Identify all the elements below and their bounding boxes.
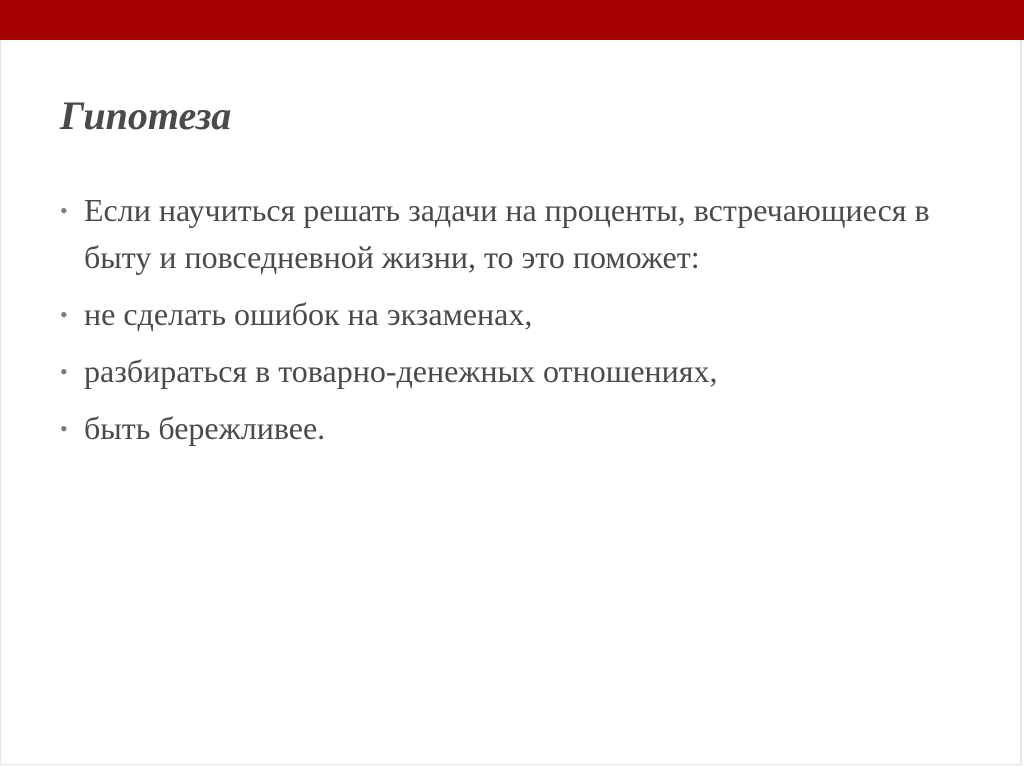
bullet-item — [60, 291, 960, 338]
bullet-item — [60, 348, 960, 395]
top-accent-bar — [0, 0, 1024, 40]
bullet-icon: • — [60, 302, 68, 327]
bullet-item — [60, 187, 960, 281]
bullet-list — [60, 187, 960, 462]
bullet-icon: • — [60, 416, 68, 441]
bullet-icon: • — [60, 359, 68, 384]
bullet-text: не сделать ошибок на экзаменах, — [84, 296, 533, 332]
bullet-text: быть бережливее. — [84, 410, 326, 446]
bullet-icon: • — [60, 198, 68, 223]
bullet-item — [60, 405, 960, 452]
bullet-text: разбираться в товарно-денежных отношениях, — [84, 353, 718, 389]
bullet-text: Если научиться решать задачи на проценты, встречающиеся в быту и повседневной жизни, то это поможет: — [84, 192, 930, 275]
slide-title: Гипотеза — [60, 93, 232, 138]
